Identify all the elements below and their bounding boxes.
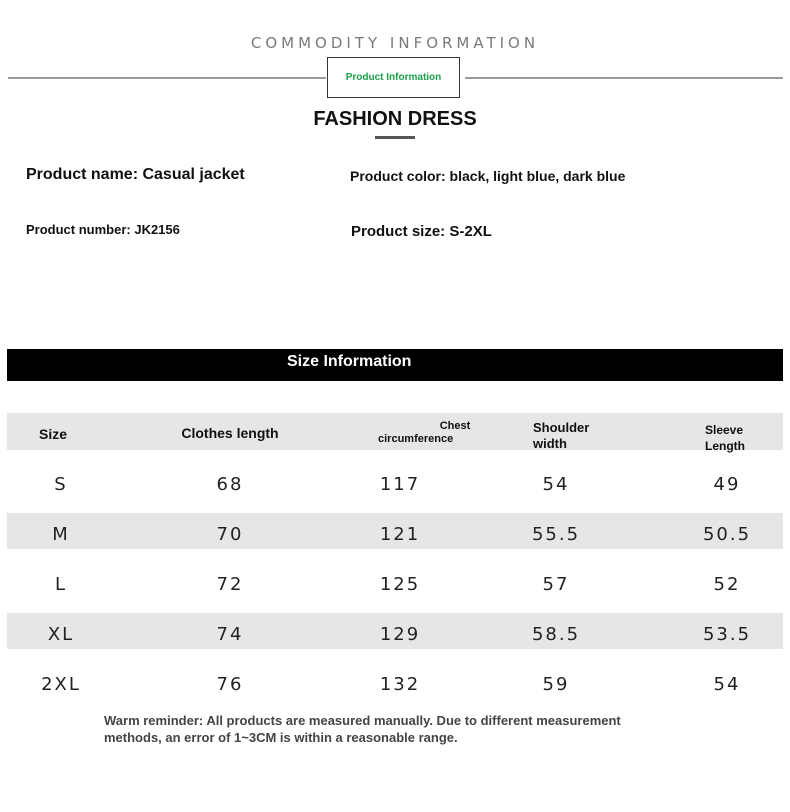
size-information-title: Size Information bbox=[287, 353, 412, 370]
cell-chest: 129 bbox=[379, 624, 421, 645]
cell-chest: 117 bbox=[379, 474, 421, 495]
cell-size: M bbox=[52, 524, 70, 545]
header-shoulder-line2: width bbox=[533, 436, 567, 451]
cell-sleeve: 52 bbox=[713, 574, 741, 595]
cell-clothes-length: 72 bbox=[216, 574, 244, 595]
header-size: Size bbox=[38, 426, 67, 442]
cell-clothes-length: 68 bbox=[216, 474, 244, 495]
commodity-title: COMMODITY INFORMATION bbox=[250, 34, 540, 52]
cell-sleeve: 53.5 bbox=[702, 624, 752, 645]
divider-left bbox=[8, 77, 326, 79]
cell-shoulder: 54 bbox=[542, 474, 570, 495]
warm-reminder-line1: Warm reminder: All products are measured manually. Due to different measurement bbox=[104, 713, 621, 728]
cell-size: XL bbox=[47, 624, 75, 645]
title-underline bbox=[375, 136, 415, 139]
cell-shoulder: 57 bbox=[542, 574, 570, 595]
warm-reminder bbox=[104, 712, 724, 746]
header-chest-circumference bbox=[375, 420, 505, 446]
cell-sleeve: 49 bbox=[713, 474, 741, 495]
cell-shoulder: 59 bbox=[542, 674, 570, 695]
cell-clothes-length: 74 bbox=[216, 624, 244, 645]
header-clothes-length: Clothes length bbox=[181, 425, 279, 441]
header-sleeve-line1: Sleeve bbox=[705, 423, 744, 437]
product-color: Product color: black, light blue, dark blue bbox=[350, 168, 626, 184]
product-size: Product size: S-2XL bbox=[351, 223, 492, 240]
cell-size: L bbox=[54, 574, 68, 595]
cell-size: 2XL bbox=[41, 674, 81, 695]
cell-clothes-length: 76 bbox=[216, 674, 244, 695]
header-shoulder-line1: Shoulder bbox=[533, 420, 590, 435]
product-information-badge: Product Information bbox=[327, 57, 460, 98]
header-shoulder-width bbox=[533, 420, 613, 452]
section-title: FASHION DRESS bbox=[313, 108, 477, 130]
cell-sleeve: 50.5 bbox=[702, 524, 752, 545]
header-sleeve-line2: Length bbox=[705, 439, 745, 453]
header-chest-line2: circumference bbox=[378, 433, 454, 445]
warm-reminder-line2: methods, an error of 1~3CM is within a reasonable range. bbox=[104, 730, 458, 745]
cell-shoulder: 55.5 bbox=[531, 524, 581, 545]
product-number: Product number: JK2156 bbox=[26, 222, 180, 237]
divider-right bbox=[465, 77, 783, 79]
header-sleeve-length bbox=[705, 422, 765, 454]
cell-clothes-length: 70 bbox=[216, 524, 244, 545]
size-information-banner bbox=[7, 349, 783, 381]
header-chest-line1: Chest bbox=[439, 420, 471, 432]
cell-chest: 132 bbox=[379, 674, 421, 695]
cell-shoulder: 58.5 bbox=[531, 624, 581, 645]
cell-chest: 125 bbox=[379, 574, 421, 595]
product-name: Product name: Casual jacket bbox=[26, 166, 245, 183]
cell-chest: 121 bbox=[379, 524, 421, 545]
cell-size: S bbox=[54, 474, 68, 495]
cell-sleeve: 54 bbox=[713, 674, 741, 695]
